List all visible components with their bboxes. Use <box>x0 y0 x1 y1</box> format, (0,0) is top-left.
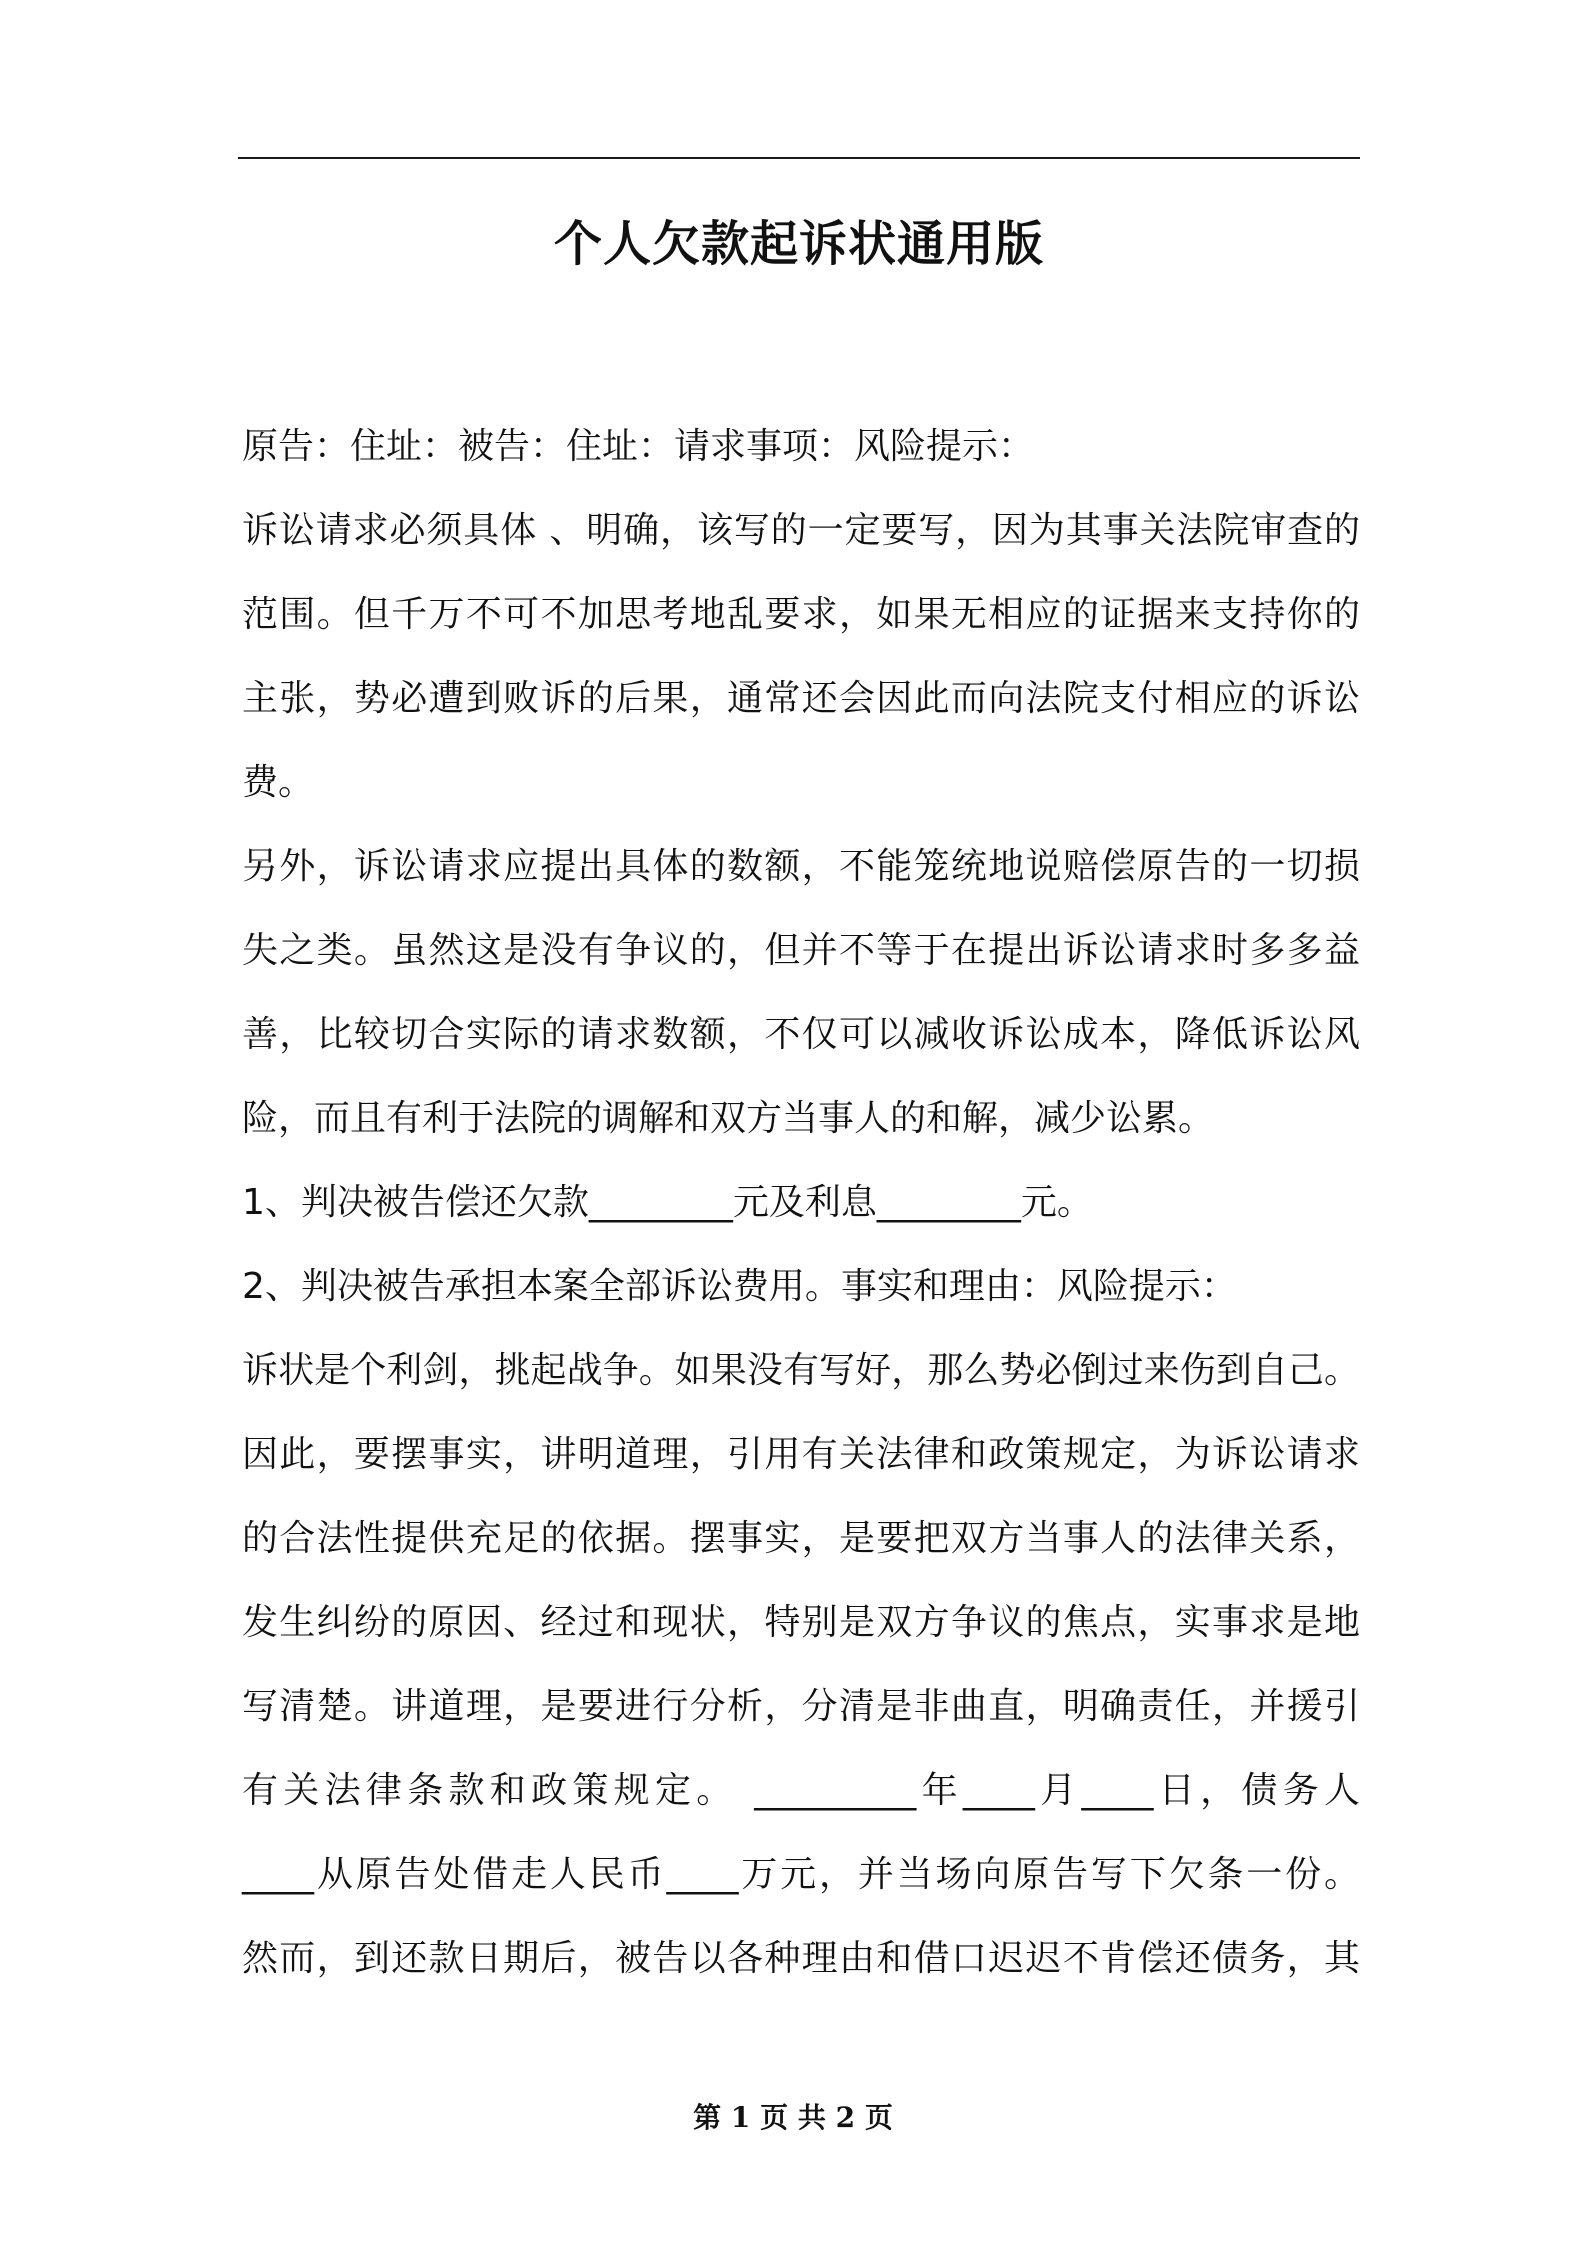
body-line-12: 诉状是个利剑，挑起战争。如果没有写好，那么势必倒过来伤到自己。 <box>242 1350 1360 1391</box>
document-title: 个人欠款起诉状通用版 <box>553 216 1044 272</box>
body-line-3: 范围。但千万不可不加思考地乱要求，如果无相应的证据来支持你的 <box>242 594 1360 635</box>
body-line-19: 然而，到还款日期后，被告以各种理由和借口迟迟不肯偿还债务，其 <box>242 1938 1360 1979</box>
body-line-6: 另外，诉讼请求应提出具体的数额，不能笼统地说赔偿原告的一切损 <box>242 846 1360 887</box>
body-line-13: 因此，要摆事实，讲明道理，引用有关法律和政策规定，为诉讼请求 <box>242 1434 1360 1475</box>
document-body <box>242 405 1360 2001</box>
body-line-8: 善，比较切合实际的请求数额，不仅可以减收诉讼成本，降低诉讼风 <box>242 1014 1360 1055</box>
body-line-11: 2、判决被告承担本案全部诉讼费用。事实和理由：风险提示： <box>242 1266 1237 1307</box>
body-line-5: 费。 <box>242 762 315 803</box>
body-line-15: 发生纠纷的原因、经过和现状，特别是双方争议的焦点，实事求是地 <box>242 1602 1360 1643</box>
body-line-17: 有关法律条款和政策规定。 _________年____月____日，债务人 <box>242 1770 1360 1811</box>
body-line-2: 诉讼请求必须具体 、明确，该写的一定要写，因为其事关法院审查的 <box>242 510 1360 551</box>
body-line-1: 原告：住址：被告：住址：请求事项：风险提示： <box>242 426 1035 467</box>
body-line-16: 写清楚。讲道理，是要进行分析，分清是非曲直，明确责任，并援引 <box>242 1686 1360 1727</box>
body-line-10: 1、判决被告偿还欠款________元及利息________元。 <box>242 1182 1093 1223</box>
body-line-4: 主张，势必遭到败诉的后果，通常还会因此而向法院支付相应的诉讼 <box>242 678 1360 719</box>
page-number: 第 1 页 共 2 页 <box>693 2101 893 2134</box>
body-line-9: 险，而且有利于法院的调解和双方当事人的和解，减少讼累。 <box>242 1098 1215 1139</box>
body-line-14: 的合法性提供充足的依据。摆事实，是要把双方当事人的法律关系， <box>242 1518 1360 1559</box>
header-rule <box>238 157 1360 159</box>
body-line-7: 失之类。虽然这是没有争议的，但并不等于在提出诉讼请求时多多益 <box>242 930 1360 971</box>
body-line-18: ____从原告处借走人民币____万元，并当场向原告写下欠条一份。 <box>242 1854 1360 1895</box>
